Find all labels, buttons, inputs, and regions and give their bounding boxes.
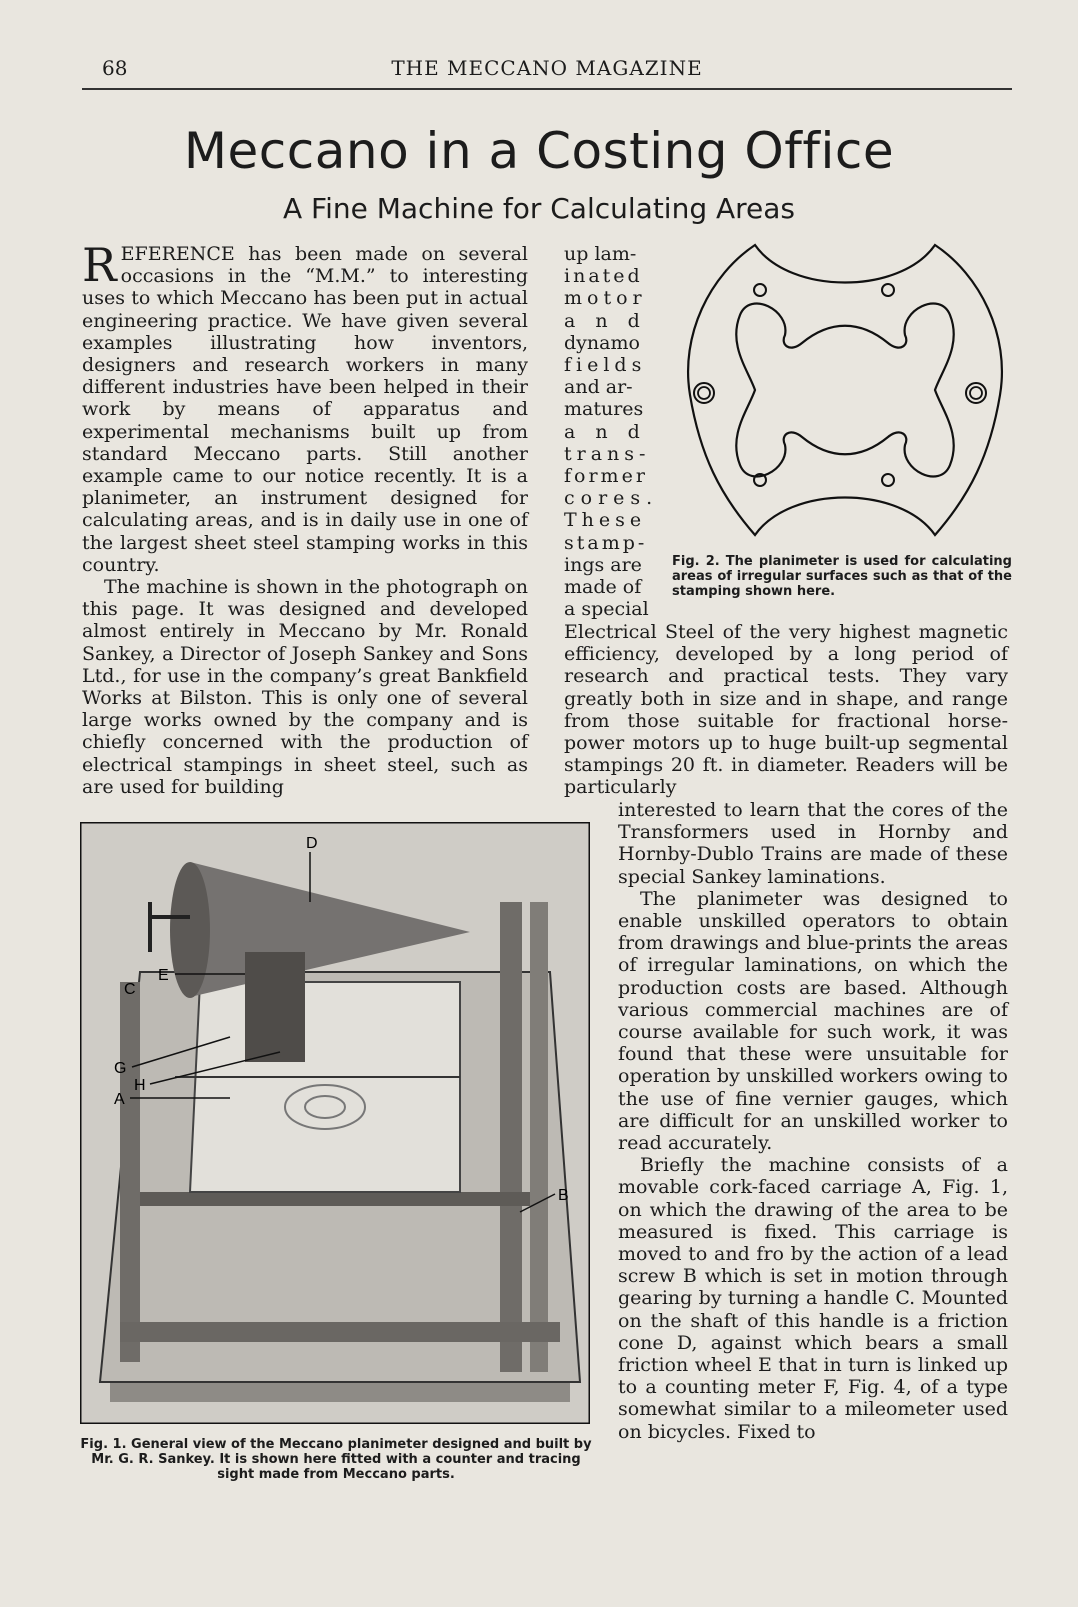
text-line: former	[564, 465, 648, 488]
article-title: Meccano in a Costing Office	[183, 122, 895, 180]
fig2-caption: Fig. 2. The planimeter is used for calculating areas of irregular surfaces such as that of the stamping shown here.	[672, 554, 1012, 599]
text-line: inated	[564, 265, 643, 288]
text-line: up lam-	[564, 243, 637, 265]
paragraph-text: EFERENCE has been made on several occasions in the “M.M.” to interesting uses to which Meccano has been put in actual engineering practice. We have given several examples illustrating how inventors, designers and research workers in many different industries have been helped in their work by means of apparatus and experimental mechanisms built up from standard Meccano parts. Still another example came to our notice recently. It is a planimeter, an instrument designed for calculating areas, and is in daily use in one of the largest sheet steel stamping works in this country.	[82, 243, 528, 576]
text-line: trans-	[564, 442, 651, 465]
paragraph	[82, 238, 528, 576]
label-H: H	[134, 1077, 146, 1094]
paragraph: Electrical Steel of the very highest magnetic efficiency, developed by a long period of research and practical tests. They vary greatly both in size and in shape, and range from those suitable for fractional horse-power motors up to huge built-up segmental stampings 20 ft. in diameter. Readers will be particularly	[564, 621, 1008, 799]
text-line: matures	[564, 398, 644, 421]
text-line: ings are	[564, 553, 642, 576]
fig1-caption: Fig. 1. General view of the Meccano planimeter designed and built by Mr. G. R. Sankey. It is shown here fitted with a counter and tracing sight made from Meccano parts.	[80, 1437, 592, 1482]
column-right-lower	[618, 799, 1008, 1443]
text-line: dynamo	[564, 331, 640, 354]
label-G: G	[114, 1060, 127, 1077]
label-C: C	[124, 981, 136, 998]
text-line: These	[564, 509, 647, 532]
running-header	[82, 56, 1012, 86]
label-E: E	[158, 967, 169, 984]
text-line: and	[564, 420, 660, 443]
text-line: and ar-	[564, 376, 633, 399]
label-B: B	[558, 1187, 569, 1204]
page-number: 68	[102, 56, 128, 80]
text-line: cores.	[564, 487, 659, 510]
paragraph: interested to learn that the cores of the Transformers used in Hornby and Hornby-Dublo Trains are made of these special Sankey laminations.	[618, 799, 1008, 888]
paragraph: The machine is shown in the photograph on this page. It was designed and developed almost entirely in Meccano by Mr. Ronald Sankey, a Director of Joseph Sankey and Sons Ltd., for use in the company’s great Bankfield Works at Bilston. This is only one of several large works owned by the company and is chiefly concerned with the production of electrical stampings in sheet steel, such as are used for building	[82, 576, 528, 798]
text-line: fields	[564, 354, 647, 377]
text-line: a special	[564, 598, 649, 621]
text-line: stamp-	[564, 531, 648, 554]
paragraph: Briefly the machine consists of a movable cork-faced carriage A, Fig. 1, on which the drawing of the area to be measured is fixed. This carriage is moved to and fro by the action of a lead screw B which is set in motion through gearing by turning a handle C. Mounted on the shaft of this handle is a friction cone D, against which bears a small friction wheel E that in turn is linked up to a counting meter F, Fig. 4, of a type somewhat similar to a mileometer used on bicycles. Fixed to	[618, 1154, 1008, 1443]
planimeter-photograph	[80, 822, 590, 1424]
magazine-title: THE MECCANO MAGAZINE	[391, 56, 703, 80]
label-D: D	[306, 835, 318, 852]
text-line: and	[564, 309, 660, 332]
stamping-figure	[680, 235, 1010, 545]
column-right	[564, 621, 1008, 799]
label-A: A	[114, 1091, 125, 1108]
header-rule	[82, 88, 1012, 90]
text-line: made of	[564, 576, 642, 599]
paragraph: The planimeter was designed to enable unskilled operators to obtain from drawings and blue-prints the areas of irregular laminations, on which the production costs are based. Although various commercial machines are of course available for such work, it was found that these were unsuitable for operation by unskilled workers owing to the use of fine vernier gauges, which are difficult for an unskilled worker to read accurately.	[618, 887, 1008, 1155]
column-right-narrow	[564, 243, 660, 621]
text-line: motor	[564, 287, 647, 310]
drop-cap: R	[82, 238, 117, 292]
article-subtitle: A Fine Machine for Calculating Areas	[282, 192, 796, 225]
column-left	[82, 238, 528, 798]
